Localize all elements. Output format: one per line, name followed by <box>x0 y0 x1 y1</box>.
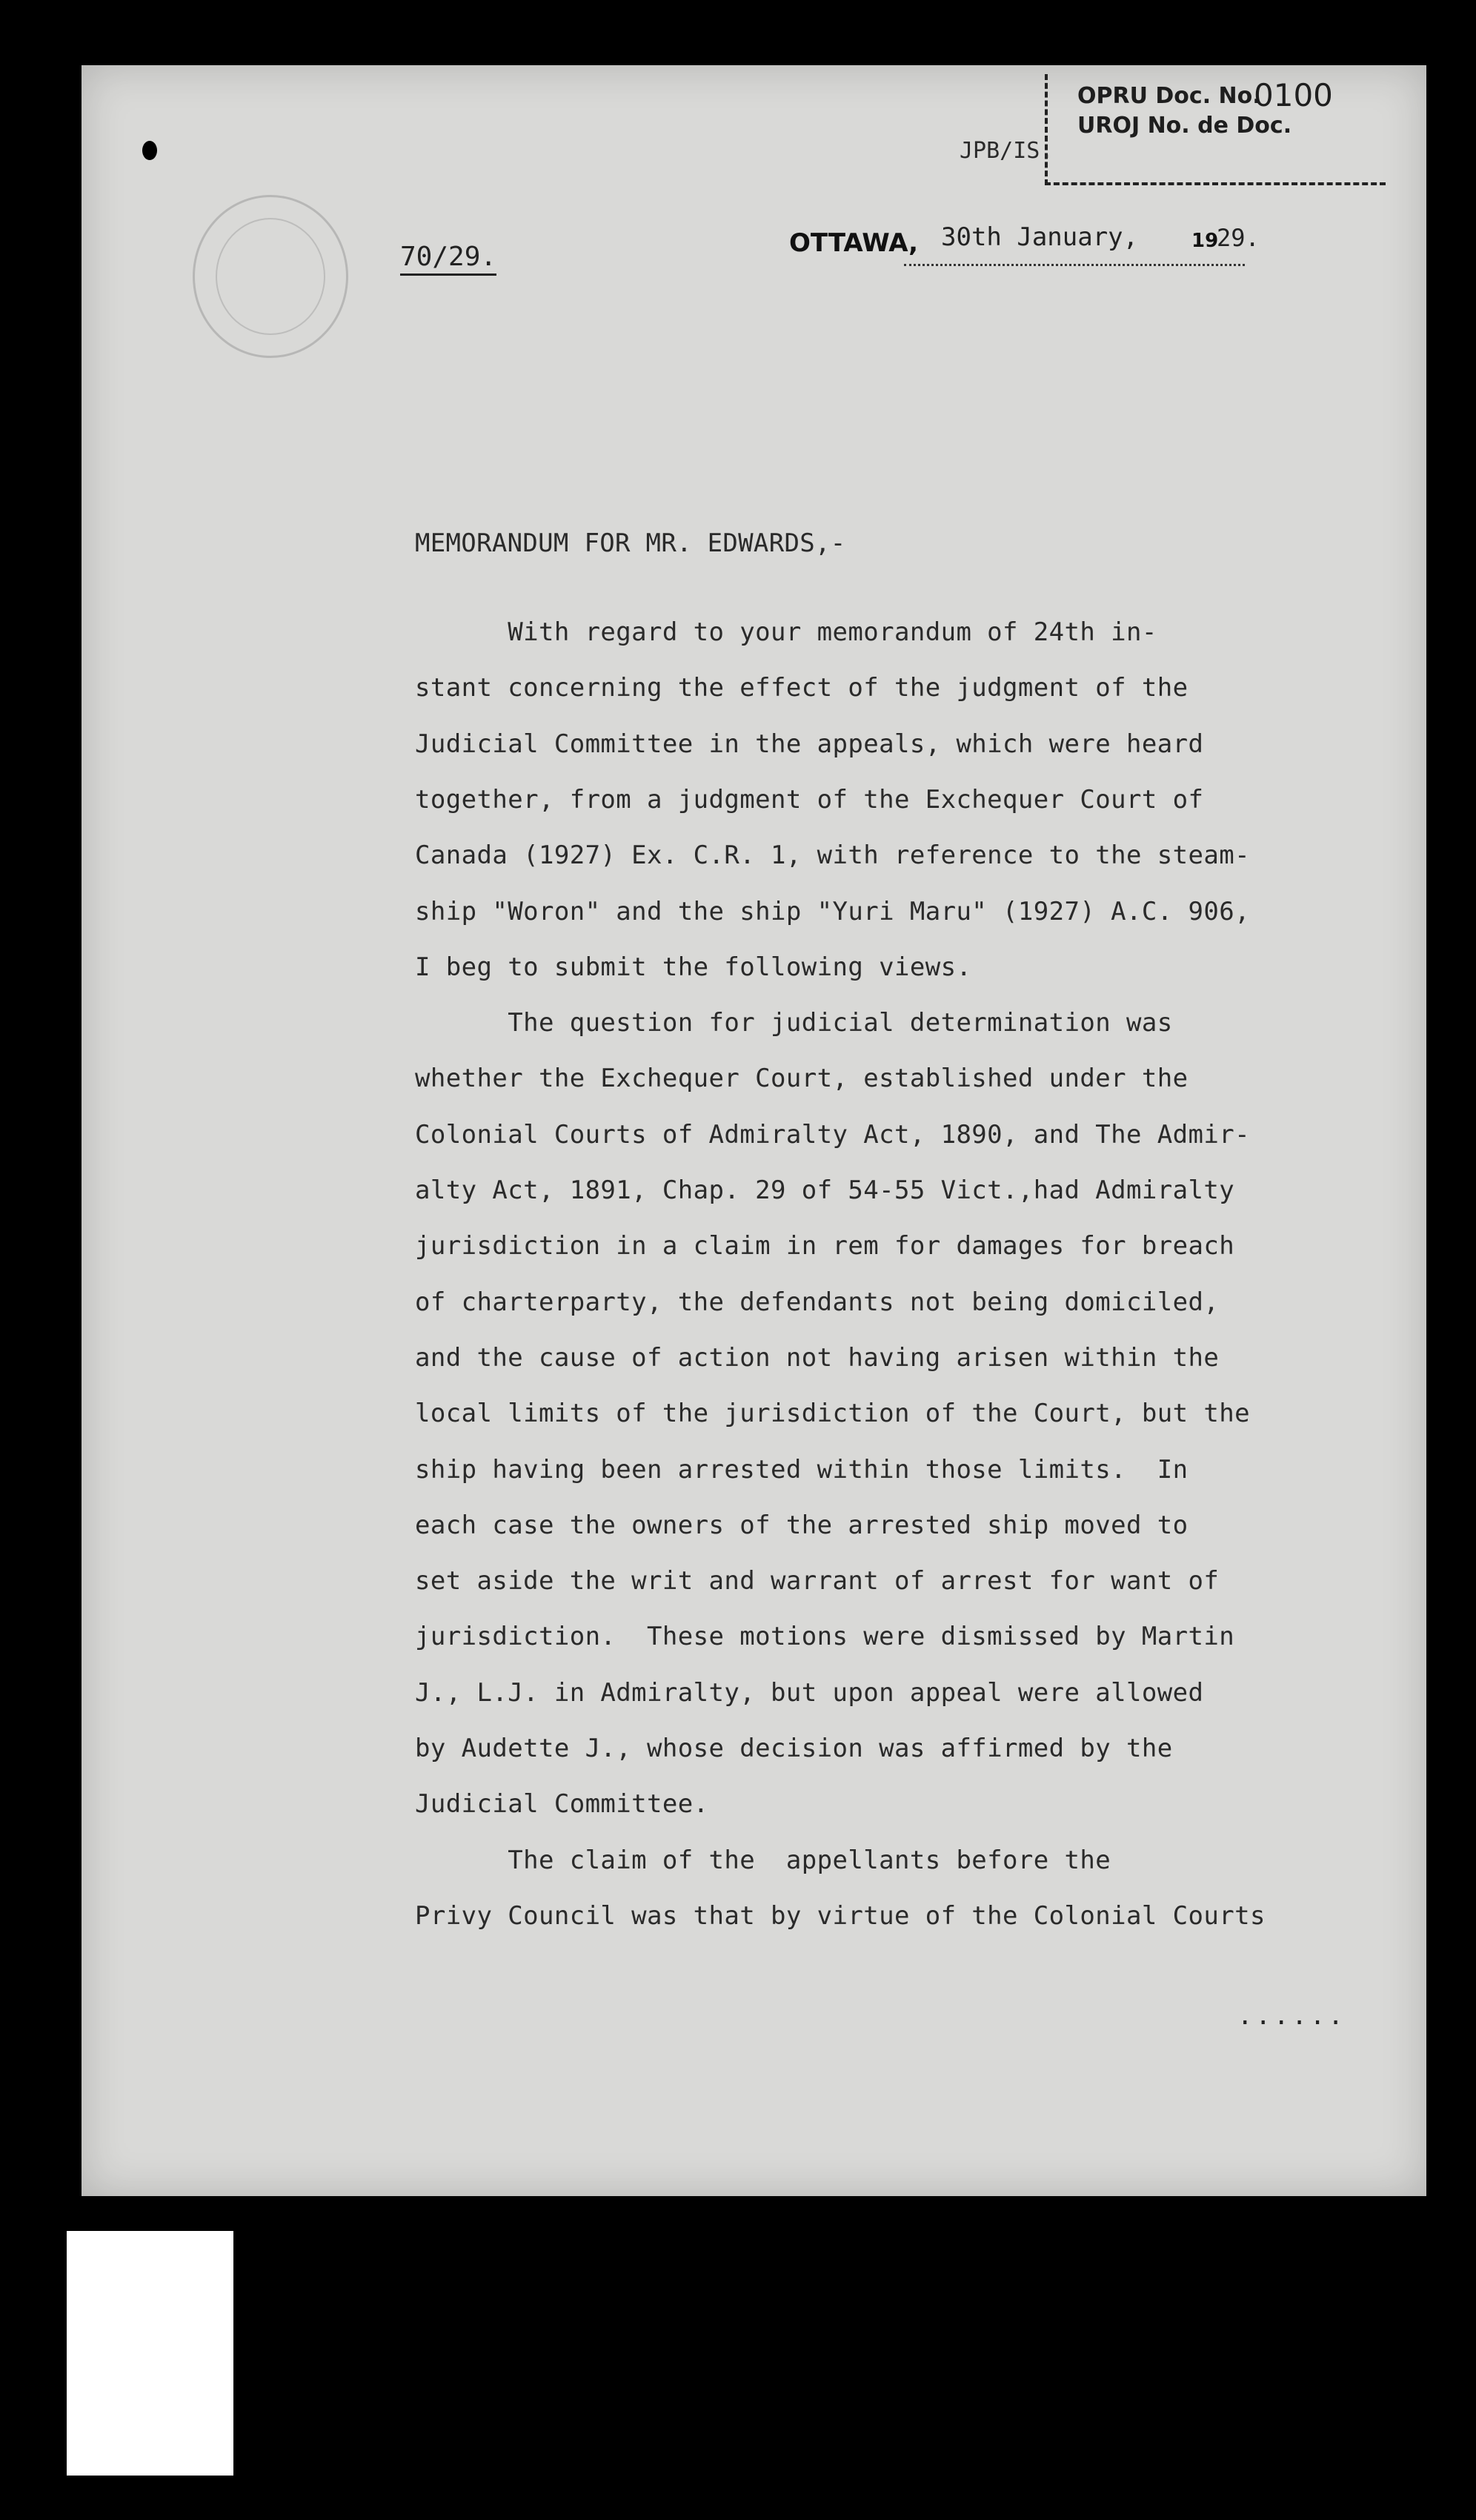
document-number-stamp <box>1045 74 1386 185</box>
memo-line: The question for judicial determination was <box>415 1008 1173 1038</box>
department-seal-emboss <box>193 195 348 358</box>
memo-line: I beg to submit the following views. <box>415 952 972 982</box>
memo-line: alty Act, 1891, Chap. 29 of 54-55 Vict.,had Admiralty <box>415 1176 1235 1205</box>
memo-line: set aside the writ and warrant of arrest for want of <box>415 1566 1220 1596</box>
year-suffix: 29. <box>1217 224 1260 252</box>
memo-line: Judicial Committee in the appeals, which were heard <box>415 729 1204 759</box>
memo-line: Privy Council was that by virtue of the Colonial Courts <box>415 1901 1266 1931</box>
typist-initials: JPB/IS. <box>960 138 1054 164</box>
memo-line: jurisdiction. These motions were dismissed by Martin <box>415 1622 1235 1651</box>
memo-line: ship "Woron" and the ship "Yuri Maru" (1927) A.C. 906, <box>415 897 1250 926</box>
memo-line: J., L.J. in Admiralty, but upon appeal were allowed <box>415 1678 1204 1708</box>
doc-number: 0100 <box>1254 77 1333 113</box>
memo-line: local limits of the jurisdiction of the Court, but the <box>415 1399 1250 1428</box>
doc-stamp-label-en: OPRU Doc. No. <box>1077 83 1261 109</box>
continuation-dots: ...... <box>1237 2001 1346 2031</box>
memo-line: stant concerning the effect of the judgment of the <box>415 673 1189 703</box>
memo-line: The claim of the appellants before the <box>415 1846 1111 1875</box>
file-number: 70/29. <box>400 242 496 276</box>
place-label: OTTAWA, <box>789 228 919 258</box>
memo-line: Judicial Committee. <box>415 1789 709 1819</box>
document-page <box>82 65 1426 2196</box>
date-text: 30th January, <box>941 222 1139 252</box>
doc-stamp-label-fr: UROJ No. de Doc. <box>1077 113 1292 139</box>
memo-line: With regard to your memorandum of 24th in- <box>415 617 1157 647</box>
punch-hole <box>142 141 157 160</box>
memo-line: and the cause of action not having arisen within the <box>415 1343 1220 1373</box>
memo-line: Canada (1927) Ex. C.R. 1, with reference to the steam- <box>415 840 1250 870</box>
memo-line: each case the owners of the arrested ship moved to <box>415 1511 1189 1540</box>
memo-line: ship having been arrested within those limits. In <box>415 1455 1189 1485</box>
memo-line: together, from a judgment of the Exchequer Court of <box>415 785 1204 815</box>
memo-line: by Audette J., whose decision was affirmed by the <box>415 1734 1173 1763</box>
year-prefix: 19 <box>1191 230 1219 252</box>
memo-line: of charterparty, the defendants not being domiciled, <box>415 1287 1220 1317</box>
memo-heading: MEMORANDUM FOR MR. EDWARDS,- <box>415 528 846 558</box>
memo-line: Colonial Courts of Admiralty Act, 1890, and The Admir- <box>415 1120 1250 1150</box>
microfilm-blank-tag <box>67 2231 233 2476</box>
memo-line: whether the Exchequer Court, established under the <box>415 1064 1189 1093</box>
memo-line: jurisdiction in a claim in rem for damages for breach <box>415 1231 1235 1261</box>
